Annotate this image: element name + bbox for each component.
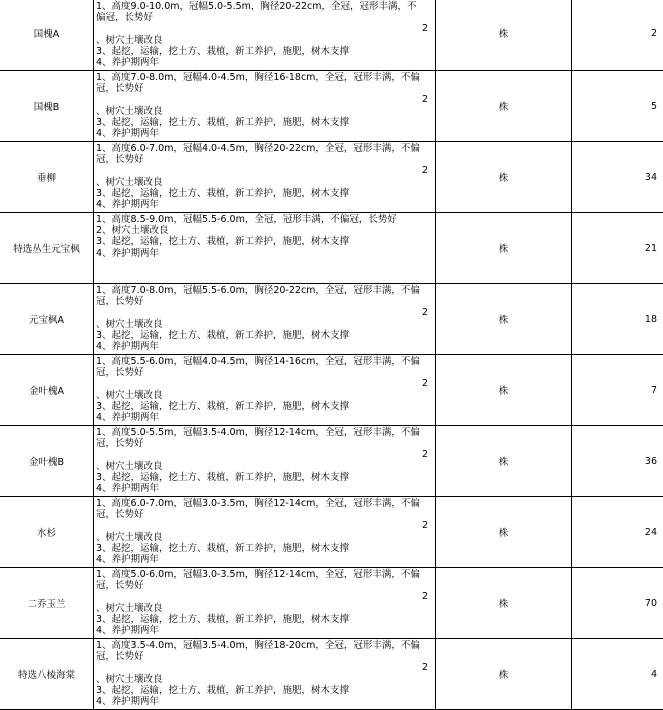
quantity-cell[interactable]: 18 [644,313,657,325]
description-line: 2 [421,520,428,532]
description-line: 3、起挖，运输，挖土方、栽植，新工养护，施肥，树木支撑 [96,471,350,483]
description-line: 2 [421,307,428,319]
description-line: 4、养护期两年 [96,341,160,353]
item-description-cell[interactable] [94,426,436,496]
quantity-cell[interactable]: 5 [650,100,657,112]
description-line: 4、养护期两年 [96,625,160,637]
table-row[interactable] [0,639,663,710]
description-line: 1、高度7.0-8.0m，冠幅4.0-4.5m，胸径16-18cm，全冠，冠形丰满，不偏 [96,72,420,83]
table-row[interactable] [0,284,663,355]
description-line: 冠，长势好 [96,651,144,663]
description-line: 4、养护期两年 [96,554,160,566]
item-name-cell[interactable]: 垂柳 [0,142,94,212]
description-line: 1、高度5.5-6.0m，冠幅4.0-4.5m，胸径14-16cm，全冠，冠形丰满，不偏 [96,356,420,367]
description-line: 3、起挖，运输，挖土方、栽植，新工养护，施肥，树木支撑 [96,542,350,554]
description-line: 1、高度3.5-4.0m，冠幅3.5-4.0m，胸径18-20cm，全冠，冠形丰满，不偏 [96,640,420,651]
description-line: 1、高度5.0-6.0m，冠幅3.0-3.5m，胸径12-14cm，全冠，冠形丰满，不偏 [96,569,420,580]
unit-cell[interactable]: 株 [436,142,572,212]
description-line: 2 [421,23,428,35]
description-line: 4、养护期两年 [96,247,160,259]
description-line: 3、起挖，运输，挖土方、栽植，新工养护，施肥，树木支撑 [96,116,350,128]
description-line: 、树穴土壤改良 [96,176,163,188]
description-line: 冠，长势好 [96,296,144,308]
description-line: 3、起挖，运输，挖土方、栽植，新工养护，施肥，树木支撑 [96,613,350,625]
unit-cell[interactable]: 株 [436,426,572,496]
description-line: 、树穴土壤改良 [96,318,163,330]
description-line: 、树穴土壤改良 [96,531,163,543]
description-line: 4、养护期两年 [96,696,160,708]
description-line: 3、起挖，运输，挖土方、栽植，新工养护，施肥，树木支撑 [96,187,350,199]
item-name-cell[interactable]: 金叶槐B [0,426,94,496]
description-line: 2 [421,591,428,603]
table-row[interactable] [0,355,663,426]
description-line: 1、高度6.0-7.0m，冠幅4.0-4.5m，胸径20-22cm，全冠，冠形丰满，不偏 [96,143,420,154]
description-line: 1、高度6.0-7.0m，冠幅3.0-3.5m，胸径12-14cm，全冠，冠形丰满，不偏 [96,498,420,509]
quantity-cell[interactable]: 24 [644,526,657,538]
description-line: 2 [421,378,428,390]
description-line: 4、养护期两年 [96,199,160,211]
description-line: 4、养护期两年 [96,128,160,140]
table-row[interactable] [0,0,663,71]
description-line: 1、高度9.0-10.0m，冠幅5.0-5.5m，胸径20-22cm，全冠，冠形丰满，不 [96,1,417,12]
description-line: 、树穴土壤改良 [96,34,163,46]
description-line: 1、高度8.5-9.0m，冠幅5.5-6.0m，全冠，冠形丰满，不偏冠，长势好 [96,214,397,225]
item-description-cell[interactable] [94,213,436,283]
description-line: 1、高度7.0-8.0m，冠幅5.5-6.0m，胸径20-22cm，全冠，冠形丰满，不偏 [96,285,420,296]
item-name-cell[interactable]: 金叶槐A [0,355,94,425]
unit-cell[interactable]: 株 [436,497,572,567]
quantity-cell[interactable]: 4 [650,668,657,680]
unit-cell[interactable]: 株 [436,71,572,141]
table-row[interactable] [0,497,663,568]
item-description-cell[interactable] [94,0,436,70]
description-line: 3、起挖，运输，挖土方、栽植，新工养护，施肥，树木支撑 [96,236,350,248]
item-name-cell[interactable]: 特选丛生元宝枫 [0,213,94,283]
table-row[interactable] [0,568,663,639]
item-description-cell[interactable] [94,497,436,567]
description-line: 2 [421,662,428,674]
quantity-cell[interactable]: 36 [644,455,657,467]
item-description-cell[interactable] [94,639,436,709]
description-line: 3、起挖，运输，挖土方、栽植，新工养护，施肥，树木支撑 [96,45,350,57]
unit-cell[interactable]: 株 [436,355,572,425]
description-line: 偏冠，长势好 [96,12,154,24]
table-row[interactable] [0,71,663,142]
description-line: 冠，长势好 [96,438,144,450]
item-name-cell[interactable]: 特选八棱海棠 [0,639,94,709]
description-line: 冠，长势好 [96,580,144,592]
description-line: 1、高度5.0-5.5m，冠幅3.5-4.0m，胸径12-14cm，全冠，冠形丰满，不偏 [96,427,420,438]
item-description-cell[interactable] [94,142,436,212]
description-line: 3、起挖，运输，挖土方、栽植，新工养护，施肥，树木支撑 [96,400,350,412]
item-description-cell[interactable] [94,568,436,638]
description-line: 4、养护期两年 [96,483,160,495]
description-line: 2 [421,449,428,461]
item-name-cell[interactable]: 国槐A [0,0,94,70]
unit-cell[interactable]: 株 [436,568,572,638]
description-line: 4、养护期两年 [96,57,160,69]
item-name-cell[interactable]: 二乔玉兰 [0,568,94,638]
description-line: 、树穴土壤改良 [96,673,163,685]
item-name-cell[interactable]: 元宝枫A [0,284,94,354]
description-line: 2、树穴土壤改良 [96,225,169,237]
description-line: 2 [421,165,428,177]
item-name-cell[interactable]: 国槐B [0,71,94,141]
description-line: 、树穴土壤改良 [96,389,163,401]
description-line: 3、起挖，运输，挖土方、栽植，新工养护，施肥，树木支撑 [96,329,350,341]
description-line: 、树穴土壤改良 [96,105,163,117]
description-line: 冠，长势好 [96,83,144,95]
description-line: 、树穴土壤改良 [96,460,163,472]
quantity-cell[interactable]: 34 [644,171,657,183]
description-line: 冠，长势好 [96,367,144,379]
description-line: 2 [421,94,428,106]
unit-cell[interactable]: 株 [436,213,572,283]
description-line: 冠，长势好 [96,509,144,521]
description-line: 3、起挖，运输，挖土方、栽植，新工养护，施肥，树木支撑 [96,684,350,696]
item-name-cell[interactable]: 水杉 [0,497,94,567]
table-row[interactable] [0,426,663,497]
item-description-cell[interactable] [94,71,436,141]
unit-cell[interactable]: 株 [436,639,572,709]
quantity-cell[interactable]: 2 [650,27,657,39]
item-description-cell[interactable] [94,355,436,425]
quantity-cell[interactable]: 70 [644,597,657,609]
quantity-cell[interactable]: 21 [644,242,657,254]
table-row[interactable] [0,213,663,284]
description-line: 4、养护期两年 [96,412,160,424]
unit-cell[interactable]: 株 [436,0,572,70]
quantity-cell[interactable]: 7 [650,384,657,396]
unit-cell[interactable]: 株 [436,284,572,354]
description-line: 、树穴土壤改良 [96,602,163,614]
item-description-cell[interactable] [94,284,436,354]
table-row[interactable] [0,142,663,213]
description-line: 冠，长势好 [96,154,144,166]
